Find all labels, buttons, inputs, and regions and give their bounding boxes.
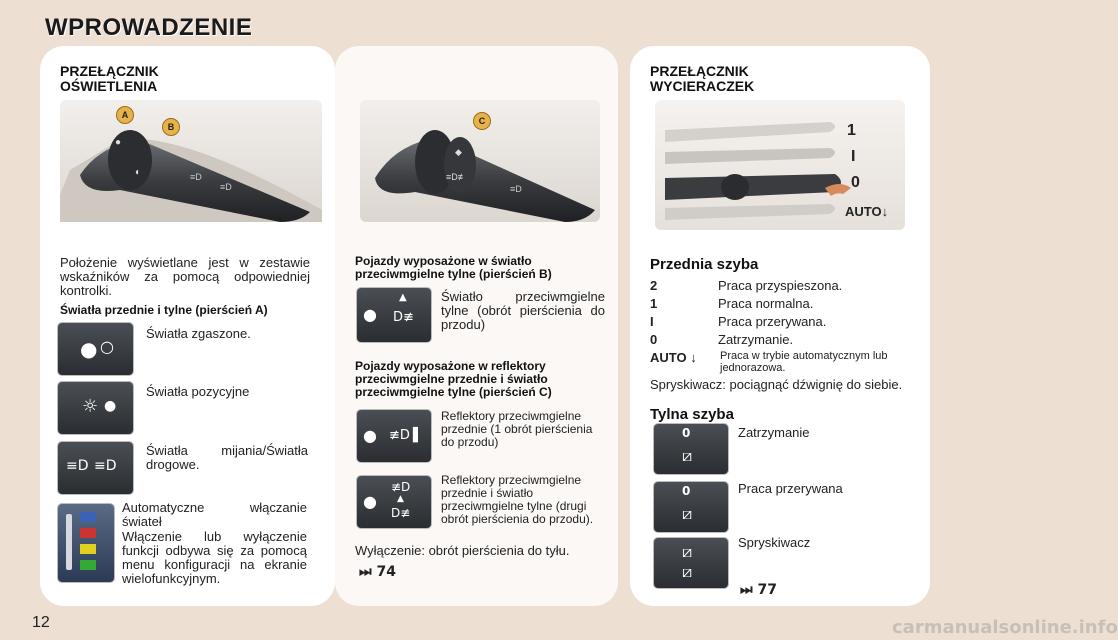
- lighting-stalk-photo: [60, 100, 322, 222]
- lighting-subheading: Światła przednie i tylne (pierścień A): [60, 303, 268, 317]
- wiper-label-i: I: [851, 148, 856, 165]
- front-rear-fog-desc: Reflektory przeciwmgielne przednie i światło przeciwmgielne tylne (drugi obrót pierścienia do przodu).: [441, 473, 594, 526]
- front-rear-fog-icon: ● ≢D ▲ D≢: [357, 476, 431, 528]
- lights-off-icon: ● ○: [58, 323, 133, 375]
- washer-text: Spryskiwacz: pociągnąć dźwignię do siebie.: [650, 377, 903, 392]
- rear-wiper-intermittent-icon: 0 ⧄: [654, 482, 728, 532]
- callout-b: B: [162, 118, 180, 136]
- lights-off-label: Światła zgaszone.: [146, 326, 251, 341]
- svg-text:◐: ◐: [135, 167, 142, 178]
- callout-c: C: [473, 112, 491, 130]
- headlights-label: Światła mijania/Światła drogowe.: [146, 443, 308, 472]
- arrow-down-icon: ↓: [881, 204, 889, 219]
- rear-fog-icon: ● ▲ D≢: [357, 288, 431, 342]
- front-fog-heading: Pojazdy wyposażone w reflektory przeciwmgielne przednie i światło przeciwmgielne tylne (pierścień C): [355, 359, 552, 399]
- rear-fog-heading: Pojazdy wyposażone w światło przeciwmgielne tylne (pierścień B): [355, 254, 552, 281]
- rear-washer-label: Spryskiwacz: [738, 535, 811, 550]
- wiper-label-auto: AUTO↓: [845, 204, 889, 219]
- fog-panel: [335, 46, 618, 606]
- wiper-label-0: 0: [851, 174, 860, 191]
- fast-forward-icon: ⏭: [740, 582, 753, 598]
- page-title: WPROWADZENIE: [45, 14, 253, 41]
- front-row-0: 0 Zatrzymanie.: [650, 332, 794, 347]
- auto-lights-desc: Włączenie lub wyłączenie funkcji odbywa się za pomocą menu konfiguracji na ekranie wielofunkcyjnym.: [122, 529, 307, 586]
- fog-off-text: Wyłączenie: obrót pierścienia do tyłu.: [355, 543, 570, 558]
- svg-text:≡D≢: ≡D≢: [446, 172, 467, 182]
- wiper-heading: PRZEŁĄCZNIK WYCIERACZEK: [650, 63, 755, 94]
- auto-row-key: AUTO ↓: [650, 350, 697, 365]
- auto-lights-icon: [58, 504, 114, 582]
- page-number: 12: [32, 614, 50, 631]
- front-row-2: 2 Praca przyspieszona.: [650, 278, 843, 293]
- callout-a: A: [116, 106, 134, 124]
- lighting-panel: [40, 46, 335, 606]
- svg-text:●: ●: [115, 137, 122, 148]
- svg-text:◆: ◆: [455, 147, 462, 157]
- front-row-i: I Praca przerywana.: [650, 314, 827, 329]
- lighting-intro: Położenie wyświetlane jest w zestawie wskaźników za pomocą odpowiedniej kontrolki.: [60, 255, 310, 298]
- rear-wiper-intermittent-label: Praca przerywana: [738, 481, 843, 496]
- wiper-panel: [630, 46, 930, 606]
- rear-washer-icon: ⧄ ⧄: [654, 538, 728, 588]
- rear-screen-title: Tylna szyba: [650, 406, 734, 423]
- fog-stalk-photo: [360, 100, 600, 222]
- lighting-heading: PRZEŁĄCZNIK OŚWIETLENIA: [60, 63, 159, 94]
- svg-text:≡D: ≡D: [220, 182, 232, 192]
- arrow-down-icon: ↓: [690, 350, 697, 365]
- sidelights-icon: ☼ ●: [58, 382, 133, 434]
- wiper-label-1: 1: [847, 122, 856, 139]
- front-screen-title: Przednia szyba: [650, 256, 759, 273]
- wiper-page-ref[interactable]: ⏭ 77: [740, 582, 777, 598]
- svg-text:≡D: ≡D: [190, 172, 202, 182]
- rear-fog-desc: Światło przeciwmgielne tylne (obrót pierścienia do przodu): [441, 289, 605, 332]
- front-fog-icon: ● ≢D ▌: [357, 410, 431, 462]
- rear-wiper-stop-label: Zatrzymanie: [738, 425, 810, 440]
- auto-row-value: Praca w trybie automatycznym lub jednorazowa.: [720, 350, 888, 374]
- front-row-1: 1 Praca normalna.: [650, 296, 814, 311]
- front-fog-desc-1: Reflektory przeciwmgielne przednie (1 obrót pierścienia do przodu): [441, 409, 593, 449]
- watermark: carmanualsonline.info: [892, 617, 1118, 638]
- headlights-icon: ≡D ≡D: [58, 442, 133, 494]
- svg-text:≡D: ≡D: [510, 184, 522, 194]
- rear-wiper-stop-icon: 0 ⧄: [654, 424, 728, 474]
- wiper-stalk-photo: [655, 100, 905, 230]
- fog-page-ref[interactable]: ⏭ 74: [359, 564, 396, 580]
- auto-lights-title: Automatyczne włączanie świateł: [122, 500, 307, 529]
- sidelights-label: Światła pozycyjne: [146, 384, 250, 399]
- fast-forward-icon: ⏭: [359, 564, 372, 580]
